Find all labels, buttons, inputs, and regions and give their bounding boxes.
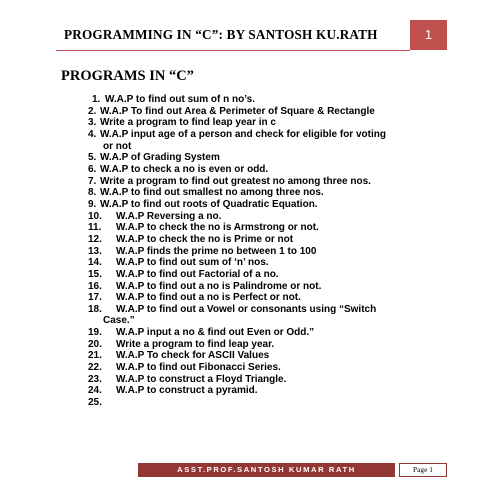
list-item-number: 23. xyxy=(88,373,102,385)
list-item xyxy=(0,141,495,153)
list-item-text: W.A.P finds the prime no between 1 to 100 xyxy=(116,245,317,257)
footer-page-label: Page 1 xyxy=(399,463,447,477)
list-item-number: 25. xyxy=(88,397,102,409)
list-item-number: 22. xyxy=(88,362,102,374)
list-item-text: W.A.P to find out a no is Perfect or not. xyxy=(116,292,301,304)
list-item-text: W.A.P Reversing a no. xyxy=(116,210,222,222)
list-item-number: 9. xyxy=(88,198,97,210)
list-item-number: 21. xyxy=(88,350,102,362)
list-item-number: 7. xyxy=(88,175,97,187)
list-item xyxy=(0,164,495,176)
list-item xyxy=(0,385,495,397)
list-item-text: W.A.P to find out sum of ‘n’ nos. xyxy=(116,257,269,269)
section-title: PROGRAMS IN “C” xyxy=(61,68,194,84)
list-item-text: W.A.P to check the no is Prime or not xyxy=(116,233,294,245)
footer-author: ASST.PROF.SANTOSH KUMAR RATH xyxy=(138,463,395,477)
list-item xyxy=(0,269,495,281)
list-item-text: W.A.P of Grading System xyxy=(100,152,220,164)
list-item xyxy=(0,176,495,188)
list-item xyxy=(0,397,495,409)
list-item-number: 1. xyxy=(92,94,101,105)
header-page-number: 1 xyxy=(410,20,447,50)
list-item-number: 8. xyxy=(88,187,97,199)
list-item-text: W.A.P To check for ASCII Values xyxy=(116,350,270,362)
list-item-number: 18. xyxy=(88,303,102,315)
header-title: PROGRAMMING IN “C”: BY SANTOSH KU.RATH xyxy=(64,27,378,42)
list-item xyxy=(0,292,495,304)
list-item-text: W.A.P to find out smallest no among three nos. xyxy=(100,187,324,199)
list-item xyxy=(0,374,495,386)
list-item-number: 19. xyxy=(88,327,102,339)
list-item xyxy=(0,339,495,351)
list-item xyxy=(0,234,495,246)
list-item-text: W.A.P to find out Fibonacci Series. xyxy=(116,362,281,374)
list-item xyxy=(0,350,495,362)
list-item-text: W.A.P input a no & find out Even or Odd.” xyxy=(116,327,315,339)
list-item-number: 10. xyxy=(88,210,102,222)
list-item-text: W.A.P to find out sum of n no’s. xyxy=(105,94,255,105)
list-item-text: W.A.P to construct a Floyd Triangle. xyxy=(116,373,287,385)
list-item xyxy=(0,281,495,293)
list-item-number: 20. xyxy=(88,338,102,350)
list-item-text: W.A.P to find out roots of Quadratic Equation. xyxy=(100,198,318,210)
list-item xyxy=(0,152,495,164)
list-item-number: 24. xyxy=(88,385,102,397)
list-item-text: W.A.P to find out a Vowel or consonants using “Switch xyxy=(116,303,377,315)
list-item-number: 12. xyxy=(88,233,102,245)
list-item-number: 3. xyxy=(88,117,97,129)
list-item-number: 4. xyxy=(88,128,97,140)
list-item xyxy=(0,327,495,339)
list-item xyxy=(0,187,495,199)
list-item-text: W.A.P input age of a person and check for eligible for voting xyxy=(100,128,386,140)
list-item-text: W.A.P to check a no is even or odd. xyxy=(100,163,269,175)
list-item-number: 11. xyxy=(88,222,102,234)
list-item xyxy=(0,246,495,258)
list-item-number: 2. xyxy=(88,105,97,117)
list-item-text: W.A.P to find out Factorial of a no. xyxy=(116,268,279,280)
page-footer xyxy=(138,463,447,477)
list-item-number: 6. xyxy=(88,163,97,175)
list-item-number: 17. xyxy=(88,292,102,304)
list-item xyxy=(0,199,495,211)
page-header xyxy=(0,20,495,52)
list-item xyxy=(0,117,495,129)
list-item-text: W.A.P to find out a no is Palindrome or not. xyxy=(116,280,322,292)
list-item-text: Case.” xyxy=(103,315,135,327)
header-rule xyxy=(56,50,410,51)
list-item-text: Write a program to find leap year in c xyxy=(100,117,276,129)
list-item-number: 14. xyxy=(88,257,102,269)
list-item xyxy=(0,315,495,327)
program-list xyxy=(0,94,495,409)
list-item xyxy=(0,106,495,118)
list-item-text: Write a program to find out greatest no among three nos. xyxy=(100,175,371,187)
list-item xyxy=(0,257,495,269)
list-item-text: W.A.P to check the no is Armstrong or not. xyxy=(116,222,319,234)
list-item-number: 5. xyxy=(88,152,97,164)
list-item xyxy=(0,304,495,316)
list-item xyxy=(0,362,495,374)
list-item xyxy=(0,211,495,223)
list-item-text: Write a program to find leap year. xyxy=(116,338,275,350)
list-item xyxy=(0,222,495,234)
list-item-number: 15. xyxy=(88,268,102,280)
list-item-text: or not xyxy=(103,140,132,152)
list-item-number: 13. xyxy=(88,245,102,257)
list-item-number: 16. xyxy=(88,280,102,292)
list-item xyxy=(0,129,495,141)
list-item xyxy=(0,94,495,106)
list-item-text: W.A.P To find out Area & Perimeter of Square & Rectangle xyxy=(100,105,375,117)
list-item-text: W.A.P to construct a pyramid. xyxy=(116,385,258,397)
